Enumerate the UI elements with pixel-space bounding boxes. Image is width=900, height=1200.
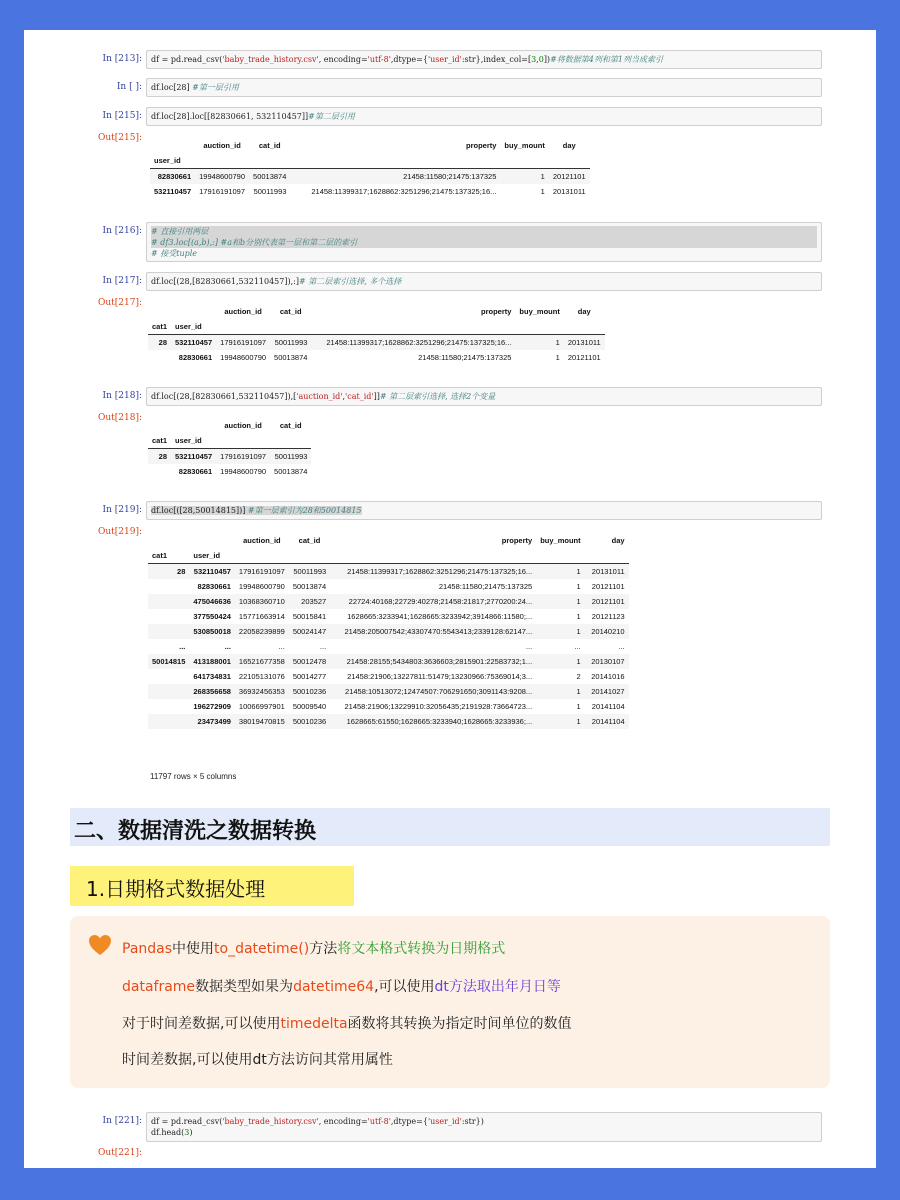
index-name: cat1 — [148, 433, 171, 449]
table-cell: 1 — [576, 612, 581, 621]
table-cell: 1 — [576, 717, 581, 726]
table-cell: ... — [319, 642, 327, 651]
table-cell: 20121123 — [591, 612, 625, 621]
index-name: cat1 — [148, 319, 171, 335]
table-row — [148, 699, 629, 714]
table-cell: 50014277 — [292, 672, 327, 681]
table-row: 28 532110457 17916191097 50011993 — [148, 449, 311, 465]
header-cell: auction_id — [203, 141, 241, 150]
header-cell: cat_id — [279, 421, 302, 430]
table-row: 532110457 17916191097 50011993 21458:11399317;1628862:3251296;21475:137325;16... 1 20131011 — [154, 187, 586, 196]
table-cell: 1 — [576, 687, 581, 696]
index-cell: 82830661 — [197, 582, 231, 591]
output-prompt: Out[217]: — [97, 298, 142, 308]
index-cell — [148, 594, 189, 609]
index-name: cat1 — [148, 548, 189, 564]
table-cell: 50009540 — [292, 702, 327, 711]
index-cell: 413188001 — [193, 657, 231, 666]
header-cell: auction_id — [224, 307, 262, 316]
table-cell: 1628665:3233941;1628665:3233942;3914866:11580;... — [347, 612, 533, 621]
index-cell: 28 — [177, 567, 186, 576]
code-input[interactable]: df = pd.read_csv('baby_trade_history.csv', encoding='utf-8',dtype={'user_id':str}) df.head(3) — [146, 1112, 822, 1142]
header-cell: cat_id — [258, 141, 281, 150]
table-cell: 21458:11580;21475:137325 — [438, 582, 533, 591]
table-cell: 20121101 — [591, 582, 625, 591]
table-row — [148, 684, 629, 699]
header-cell: day — [577, 307, 591, 316]
table-cell: 20141016 — [591, 672, 625, 681]
input-prompt: In [221]: — [102, 1116, 142, 1126]
note-line-3: 对于时间差数据,可以使用timedelta函数将其转换为指定时间单位的数值 — [122, 1016, 572, 1032]
index-cell: 50014815 — [152, 657, 186, 666]
index-cell — [148, 609, 189, 624]
header-cell — [150, 138, 195, 153]
input-prompt: In [216]: — [102, 226, 142, 236]
table-cell: 19948600790 — [238, 582, 285, 591]
code-input[interactable]: df.loc[(28,[82830661,532110457]),['auction_id','cat_id']]# 第二层索引选择, 选择2个变量 — [146, 387, 822, 406]
header-cell: property — [481, 307, 512, 316]
section-heading: 二、数据清洗之数据转换 — [70, 808, 830, 846]
index-cell — [148, 684, 189, 699]
table-cell: 50013874 — [292, 582, 327, 591]
table-row — [148, 579, 629, 594]
table-cell: 50011993 — [293, 567, 327, 576]
index-cell: 530850018 — [193, 627, 231, 636]
table-cell: ... — [574, 642, 581, 651]
index-cell: 196272909 — [193, 702, 231, 711]
table-cell: 50015841 — [292, 612, 327, 621]
header-cell: auction_id — [243, 536, 281, 545]
table-cell: 21458:21906;13229910:32056435;2191928:73664723... — [344, 702, 533, 711]
header-cell: cat_id — [298, 536, 321, 545]
table-cell: 21458:21906;13227811:51479;13230966:75369014;3... — [347, 672, 533, 681]
table-row — [148, 639, 629, 654]
input-prompt: In [218]: — [102, 391, 142, 401]
table-cell: 21458:10513072;12474507:706291650;3091143:9208... — [345, 687, 533, 696]
table-cell: 22058239899 — [238, 627, 285, 636]
index-name: user_id — [171, 319, 216, 335]
index-cell: ... — [224, 642, 231, 651]
index-cell: ... — [179, 642, 186, 651]
table-cell: 21458:11399317;1628862:3251296;21475:137325;16... — [347, 567, 533, 576]
table-row — [148, 714, 629, 729]
output-prompt: Out[219]: — [97, 527, 142, 537]
note-line-1: Pandas中使用to_datetime()方法将文本格式转换为日期格式 — [122, 941, 506, 957]
note-box — [70, 916, 830, 1088]
dataframe-219-body — [148, 564, 629, 730]
table-cell: 10368360710 — [238, 597, 285, 606]
dataframe-219 — [148, 533, 629, 729]
code-input[interactable]: # 直接引用两层 # df3.loc[(a,b),:] #a和b分别代表第一层和第二层的索引 # 接受tuple — [146, 222, 822, 262]
code-input[interactable]: df.loc[([28,50014815])] #第一层索引为28和50014815 — [146, 501, 822, 520]
index-cell: 377550424 — [193, 612, 231, 621]
index-name: user_id — [171, 433, 216, 449]
table-row — [148, 669, 629, 684]
table-row: 82830661 19948600790 50013874 21458:11580;21475:137325 1 20121101 — [178, 353, 601, 362]
header-cell: day — [611, 536, 625, 545]
table-cell: 20141104 — [591, 702, 625, 711]
table-cell: 2 — [576, 672, 581, 681]
table-row: 82830661 19948600790 50013874 21458:11580;21475:137325 1 20121101 — [150, 169, 590, 185]
header-cell: property — [465, 141, 497, 150]
index-cell: 268356658 — [193, 687, 231, 696]
table-cell: 1 — [576, 627, 581, 636]
header-cell: day — [562, 141, 576, 150]
header-cell: buy_mount — [504, 141, 545, 150]
table-row — [148, 624, 629, 639]
index-cell: 23473499 — [197, 717, 231, 726]
dataframe-218 — [148, 418, 311, 479]
input-prompt: In [217]: — [102, 276, 142, 286]
subsection-heading: 1.日期格式数据处理 — [70, 866, 354, 906]
index-name: user_id — [150, 153, 195, 169]
table-row — [148, 594, 629, 609]
header-cell: auction_id — [224, 421, 262, 430]
table-cell: 1 — [576, 657, 581, 666]
table-cell: 20131011 — [591, 567, 625, 576]
table-cell: 1 — [576, 597, 581, 606]
table-cell: 20121101 — [591, 597, 625, 606]
index-name: user_id — [189, 548, 235, 564]
table-cell: ... — [618, 642, 625, 651]
output-prompt: Out[221]: — [97, 1148, 142, 1158]
orange-heart-icon — [88, 934, 112, 960]
input-prompt: In [215]: — [102, 111, 142, 121]
output-prompt: Out[218]: — [97, 413, 142, 423]
index-cell — [148, 699, 189, 714]
header-cell: property — [501, 536, 533, 545]
table-cell: 21458:205007542;43307470:5543413;2339128:62147... — [344, 627, 533, 636]
dataframe-217 — [148, 304, 605, 365]
header-cell: buy_mount — [519, 307, 560, 316]
code-input[interactable]: df.loc[28] #第一层引用 — [146, 78, 822, 97]
table-cell: 20140210 — [591, 627, 625, 636]
note-line-2: dataframe数据类型如果为datetime64,可以使用dt方法取出年月日等 — [122, 979, 561, 995]
table-cell: 16521677358 — [238, 657, 285, 666]
table-cell: 50024147 — [292, 627, 327, 636]
code-input[interactable]: df.loc[(28,[82830661,532110457]),:]# 第二层索引选择, 多个选择 — [146, 272, 822, 291]
table-row — [148, 654, 629, 669]
table-cell: 1 — [576, 582, 581, 591]
table-cell: 10066997901 — [238, 702, 285, 711]
index-cell: 475046636 — [193, 597, 231, 606]
table-cell: ... — [278, 642, 285, 651]
table-cell: 17916191097 — [238, 567, 285, 576]
table-cell: 20141104 — [591, 717, 625, 726]
table-cell: 22724:40168;22729:40278;21458:21817;2770200:24... — [348, 597, 533, 606]
table-cell: 50012478 — [292, 657, 327, 666]
header-cell: buy_mount — [540, 536, 581, 545]
table-cell: 1 — [576, 567, 581, 576]
table-cell: 36932456353 — [238, 687, 285, 696]
table-row: 28 532110457 17916191097 50011993 21458:11399317;1628862:3251296;21475:137325;16... 1 20131011 — [148, 335, 605, 351]
output-prompt: Out[215]: — [97, 133, 142, 143]
table-cell: 20130107 — [591, 657, 625, 666]
index-cell: 532110457 — [193, 567, 231, 576]
table-row: 82830661 19948600790 50013874 — [178, 467, 308, 476]
table-cell: 22105131076 — [238, 672, 285, 681]
table-cell: 50010236 — [292, 717, 327, 726]
table-cell: ... — [525, 642, 533, 651]
rows-info: 11797 rows × 5 columns — [150, 772, 237, 781]
notebook-page — [24, 30, 876, 1168]
table-row — [148, 609, 629, 624]
input-prompt: In [219]: — [102, 505, 142, 515]
index-cell — [148, 579, 189, 594]
note-line-4: 时间差数据,可以使用dt方法访问其常用属性 — [122, 1052, 393, 1068]
dataframe-215 — [150, 138, 590, 199]
input-prompt: In [ ]: — [116, 82, 142, 92]
table-cell: 50010236 — [292, 687, 327, 696]
header-cell: cat_id — [279, 307, 302, 316]
index-cell — [148, 714, 189, 729]
table-cell: 203527 — [301, 597, 327, 606]
table-cell: 38019470815 — [238, 717, 285, 726]
table-cell: 1 — [576, 702, 581, 711]
code-input[interactable]: df.loc[28].loc[[82830661, 532110457]]#第二层引用 — [146, 107, 822, 126]
table-row — [148, 564, 629, 580]
table-cell: 15771663914 — [238, 612, 285, 621]
index-cell — [148, 624, 189, 639]
table-cell: 20141027 — [591, 687, 625, 696]
index-cell — [148, 669, 189, 684]
table-cell: 1628665:61550;1628665:3233940;1628665:3233936;... — [346, 717, 533, 726]
index-cell: 641734831 — [193, 672, 231, 681]
code-input[interactable]: df = pd.read_csv('baby_trade_history.csv', encoding='utf-8',dtype={'user_id':str},index_col=[3,0])#将数据第4列和第1列当成索引 — [146, 50, 822, 69]
table-cell: 21458:28155;5434803:3636603;2815901:22583732;1... — [346, 657, 533, 666]
input-prompt: In [213]: — [102, 54, 142, 64]
